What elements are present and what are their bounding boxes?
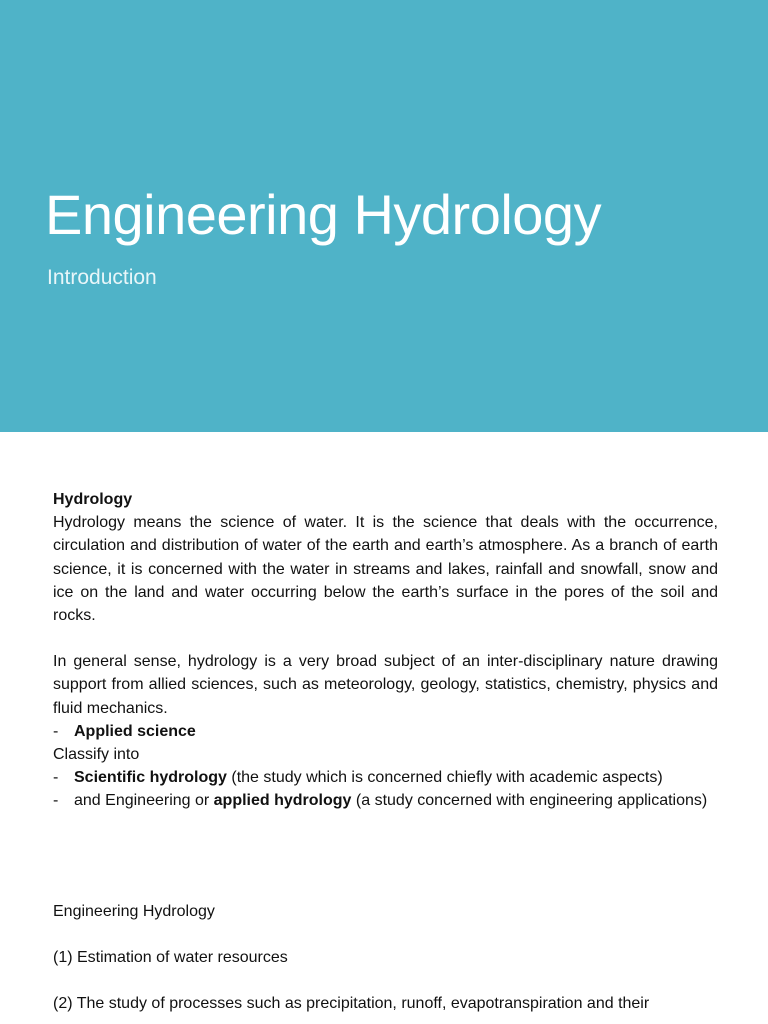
spacer [53, 969, 718, 992]
applied-hydrology-prefix: and Engineering or [74, 792, 214, 810]
engineering-item-2: (2) The study of processes such as precipitation, runoff, evapotranspiration and their [53, 995, 650, 1013]
bullet-dash: - [53, 792, 59, 810]
paragraph-definition: Hydrology means the science of water. It is the science that deals with the occurrence, circulation and distribution of water of the earth and earth’s atmosphere. As a branch of earth science, it is concerned with the water in streams and lakes, rainfall and snowfall, snow and ice on the land and water occurring below the earth’s surface in the pores of the soil and rocks. [53, 514, 718, 625]
document-subtitle: Introduction [47, 266, 157, 289]
applied-hydrology-desc: (a study concerned with engineering applications) [351, 792, 708, 810]
bullet-dash: - [53, 769, 59, 787]
spacer [53, 923, 718, 946]
section-heading-engineering-hydrology: Engineering Hydrology [53, 902, 215, 920]
scientific-hydrology-term: Scientific hydrology [74, 769, 227, 787]
spacer [53, 813, 718, 900]
applied-science-label: Applied science [74, 722, 196, 740]
classify-label: Classify into [53, 746, 140, 764]
document-body [53, 488, 718, 1015]
title-banner [0, 0, 768, 432]
applied-hydrology-term: applied hydrology [213, 792, 352, 810]
list-item-text [74, 766, 718, 789]
bullet-dash: - [53, 722, 59, 740]
list-item-scientific-hydrology [53, 766, 718, 789]
list-item-applied-science [53, 720, 718, 743]
engineering-item-1: (1) Estimation of water resources [53, 948, 288, 966]
document-title: Engineering Hydrology [45, 183, 602, 246]
list-item-applied-hydrology [53, 789, 718, 812]
scientific-hydrology-desc: (the study which is concerned chiefly with academic aspects) [226, 769, 663, 787]
spacer [53, 627, 718, 650]
paragraph-general-sense: In general sense, hydrology is a very broad subject of an inter-disciplinary nature drawing support from allied sciences, such as meteorology, geology, statistics, chemistry, physics and fluid mechanics. [53, 653, 718, 717]
list-item-text [74, 789, 718, 812]
section-heading-hydrology: Hydrology [53, 491, 133, 508]
